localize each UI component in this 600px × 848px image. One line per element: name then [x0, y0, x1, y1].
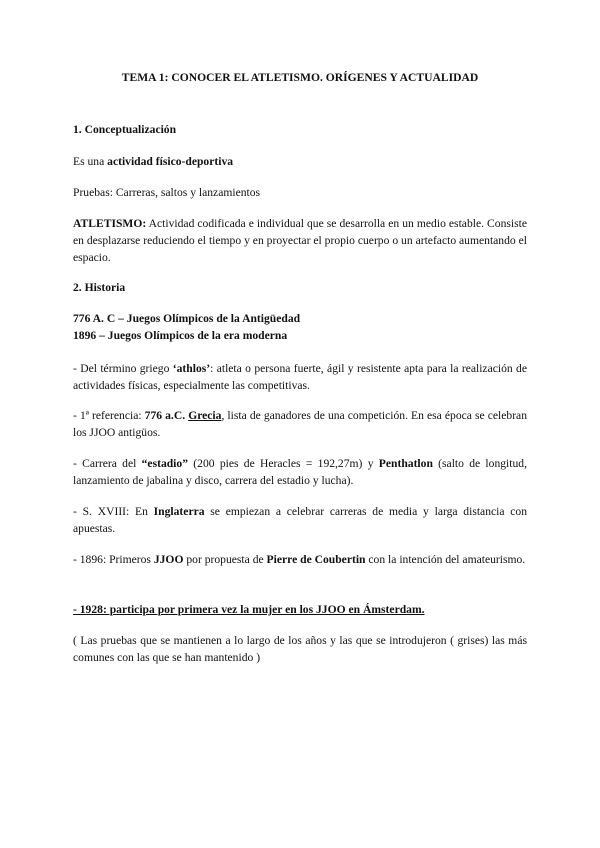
text-run: - Del término griego	[73, 362, 173, 375]
history-paragraph-inglaterra	[73, 503, 527, 537]
text-run: : atleta o persona fuerte, ágil y resistente apta para la realización de actividades físicas, especialmente las competitivas.	[73, 362, 527, 392]
history-paragraph-referencia	[73, 407, 527, 441]
history-line-antiguedad: 776 A. C – Juegos Olímpicos de la Antigüedad	[73, 312, 301, 325]
text-run: - 1ª referencia:	[73, 409, 145, 422]
history-paragraph-athlos	[73, 360, 527, 394]
estadio-term: “estadio”	[141, 457, 188, 470]
text-run: por propuesta de	[183, 553, 267, 566]
atletismo-term: ATLETISMO:	[73, 217, 147, 230]
history-paragraph-1896	[73, 551, 527, 568]
text-run: - S. XVIII: En	[73, 505, 154, 518]
note-paragraph: ( Las pruebas que se mantienen a lo largo de los años y las que se introdujeron ( grises) las más comunes con las que se han mantenido )	[73, 634, 527, 664]
inglaterra-term: Inglaterra	[153, 505, 205, 518]
date-term: 776 a.C.	[144, 409, 186, 422]
text-run: (200 pies de Heracles = 192,27m) y	[188, 457, 379, 470]
section-heading-conceptualizacion: 1. Conceptualización	[73, 123, 177, 136]
penthatlon-term: Penthatlon	[378, 457, 433, 470]
grecia-term: Grecia	[188, 409, 222, 422]
history-paragraph-1928: - 1928: participa por primera vez la mujer en los JJOO en Ámsterdam.	[73, 603, 425, 616]
coubertin-term: Pierre de Coubertin	[266, 553, 366, 566]
athlos-term: ‘athlos’	[172, 362, 211, 375]
jjoo-term: JJOO	[153, 553, 184, 566]
history-line-moderna: 1896 – Juegos Olímpicos de la era moderna	[73, 329, 288, 342]
text-run: - 1896: Primeros	[73, 553, 154, 566]
atletismo-paragraph	[73, 215, 527, 266]
text-run: con la intención del amateurismo.	[365, 553, 526, 566]
pruebas-paragraph: Pruebas: Carreras, saltos y lanzamientos	[73, 186, 261, 199]
page-title: TEMA 1: CONOCER EL ATLETISMO. ORÍGENES Y ACTUALIDAD	[121, 71, 479, 84]
section-heading-historia: 2. Historia	[73, 281, 126, 294]
definition-text: Es una	[73, 155, 108, 168]
text-run: - Carrera del	[73, 457, 142, 470]
definition-bold: actividad físico-deportiva	[107, 155, 234, 168]
history-paragraph-estadio	[73, 455, 527, 489]
definition-paragraph	[73, 153, 527, 170]
text-run: (salto de longitud, lanzamiento de jabalina y disco, carrera del estadio y lucha).	[73, 457, 527, 487]
text-run: se empiezan a celebrar carreras de media y larga distancia con apuestas.	[73, 505, 528, 535]
text-run: , lista de ganadores de una competición. En esa época se celebran los JJOO antigüos.	[73, 409, 528, 439]
atletismo-definition: Actividad codificada e individual que se desarrolla en un medio estable. Consiste en desplazarse reduciendo el tiempo y en proyectar el propio cuerpo o un artefacto aumentando el espacio.	[73, 217, 527, 264]
